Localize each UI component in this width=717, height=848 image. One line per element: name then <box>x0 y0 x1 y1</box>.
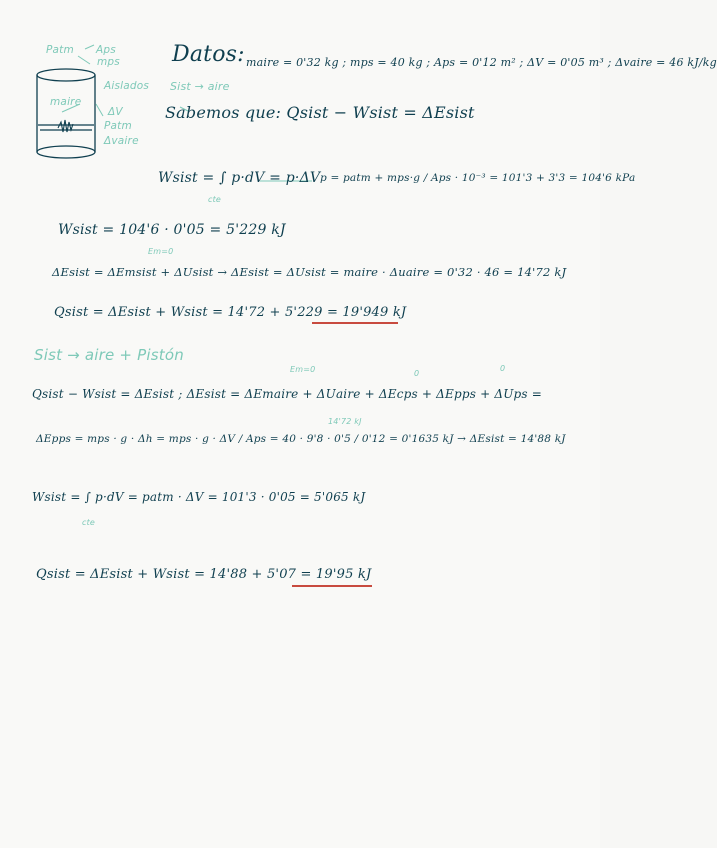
datos-sist-note: Sist → aire <box>170 80 230 93</box>
q-value-expression: Qsist = ΔEsist + Wsist = 14'72 + 5'229 = <box>54 305 343 320</box>
diagram-patm-arrow-label: Patm <box>104 120 132 132</box>
delta-e-line: ΔEsist = ΔEmsist + ΔUsist → ΔEsist = ΔUsist = maire · Δuaire = 0'32 · 46 = 14'72 kJ <box>52 265 567 279</box>
w2-eq-line: Wsist = ∫ p·dV = patm · ΔV = 101'3 · 0'05 = 5'065 kJ <box>32 490 366 504</box>
section2-title: Sist → aire + Pistón <box>34 346 184 364</box>
diagram-mps-label: mps <box>97 56 120 68</box>
diagram-maire-label: maire <box>50 96 82 108</box>
diagram-deltavaire-label: Δvaire <box>104 135 139 147</box>
zero-note-2: 0 <box>500 364 506 373</box>
datos-title: Datos: <box>172 42 245 67</box>
q-result-underline <box>312 322 398 324</box>
w-value-line: Wsist = 104'6 · 0'05 = 5'229 kJ <box>58 222 286 238</box>
w2-cte: cte <box>82 518 96 527</box>
zero-note-1: 0 <box>414 369 420 378</box>
diagram-patm-label: Patm <box>46 44 74 56</box>
sabemos-line: Sabemos que: Qsist − Wsist = ΔEsist <box>165 103 475 122</box>
diagram-aps-label: Aps <box>96 44 116 56</box>
cylinder-top <box>37 69 95 81</box>
q2-eq-result: 19'95 kJ <box>315 567 372 582</box>
ep-eq-line: ΔEpps = mps · g · Δh = mps · g · ΔV / Aps = 40 · 9'8 · 0'5 / 0'12 = 0'1635 kJ → ΔEsist = 14'88 kJ <box>36 433 566 445</box>
p-formula-line: p = patm + mps·g / Aps · 10⁻³ = 101'3 + 3'3 = 104'6 kPa <box>320 172 636 184</box>
datos-line: maire = 0'32 kg ; mps = 40 kg ; Aps = 0'12 m² ; ΔV = 0'05 m³ ; Δvaire = 46 kJ/kg <box>246 56 717 69</box>
q-value-result: 19'949 kJ <box>342 305 407 320</box>
diagram-deltav-label: ΔV <box>108 106 123 118</box>
u-note: 14'72 kJ <box>328 417 362 426</box>
q2-eq-line <box>36 567 371 582</box>
w-integral-line: Wsist = ∫ p·dV = p·ΔV <box>158 170 321 186</box>
q-value-line <box>54 305 406 320</box>
section2-eq-line: Qsist − Wsist = ΔEsist ; ΔEsist = ΔEmaire + ΔUaire + ΔEcps + ΔEpps + ΔUps = <box>32 387 543 401</box>
diagram-aislados-label: Aislados <box>104 80 150 92</box>
q2-eq-expression: Qsist = ΔEsist + Wsist = 14'88 + 5'07 = <box>36 567 316 582</box>
q2-result-underline <box>292 585 372 587</box>
em-note-2: Em=0 <box>290 365 316 374</box>
em-note-1: Em=0 <box>148 247 174 256</box>
w-integral-cte: cte <box>208 195 222 204</box>
